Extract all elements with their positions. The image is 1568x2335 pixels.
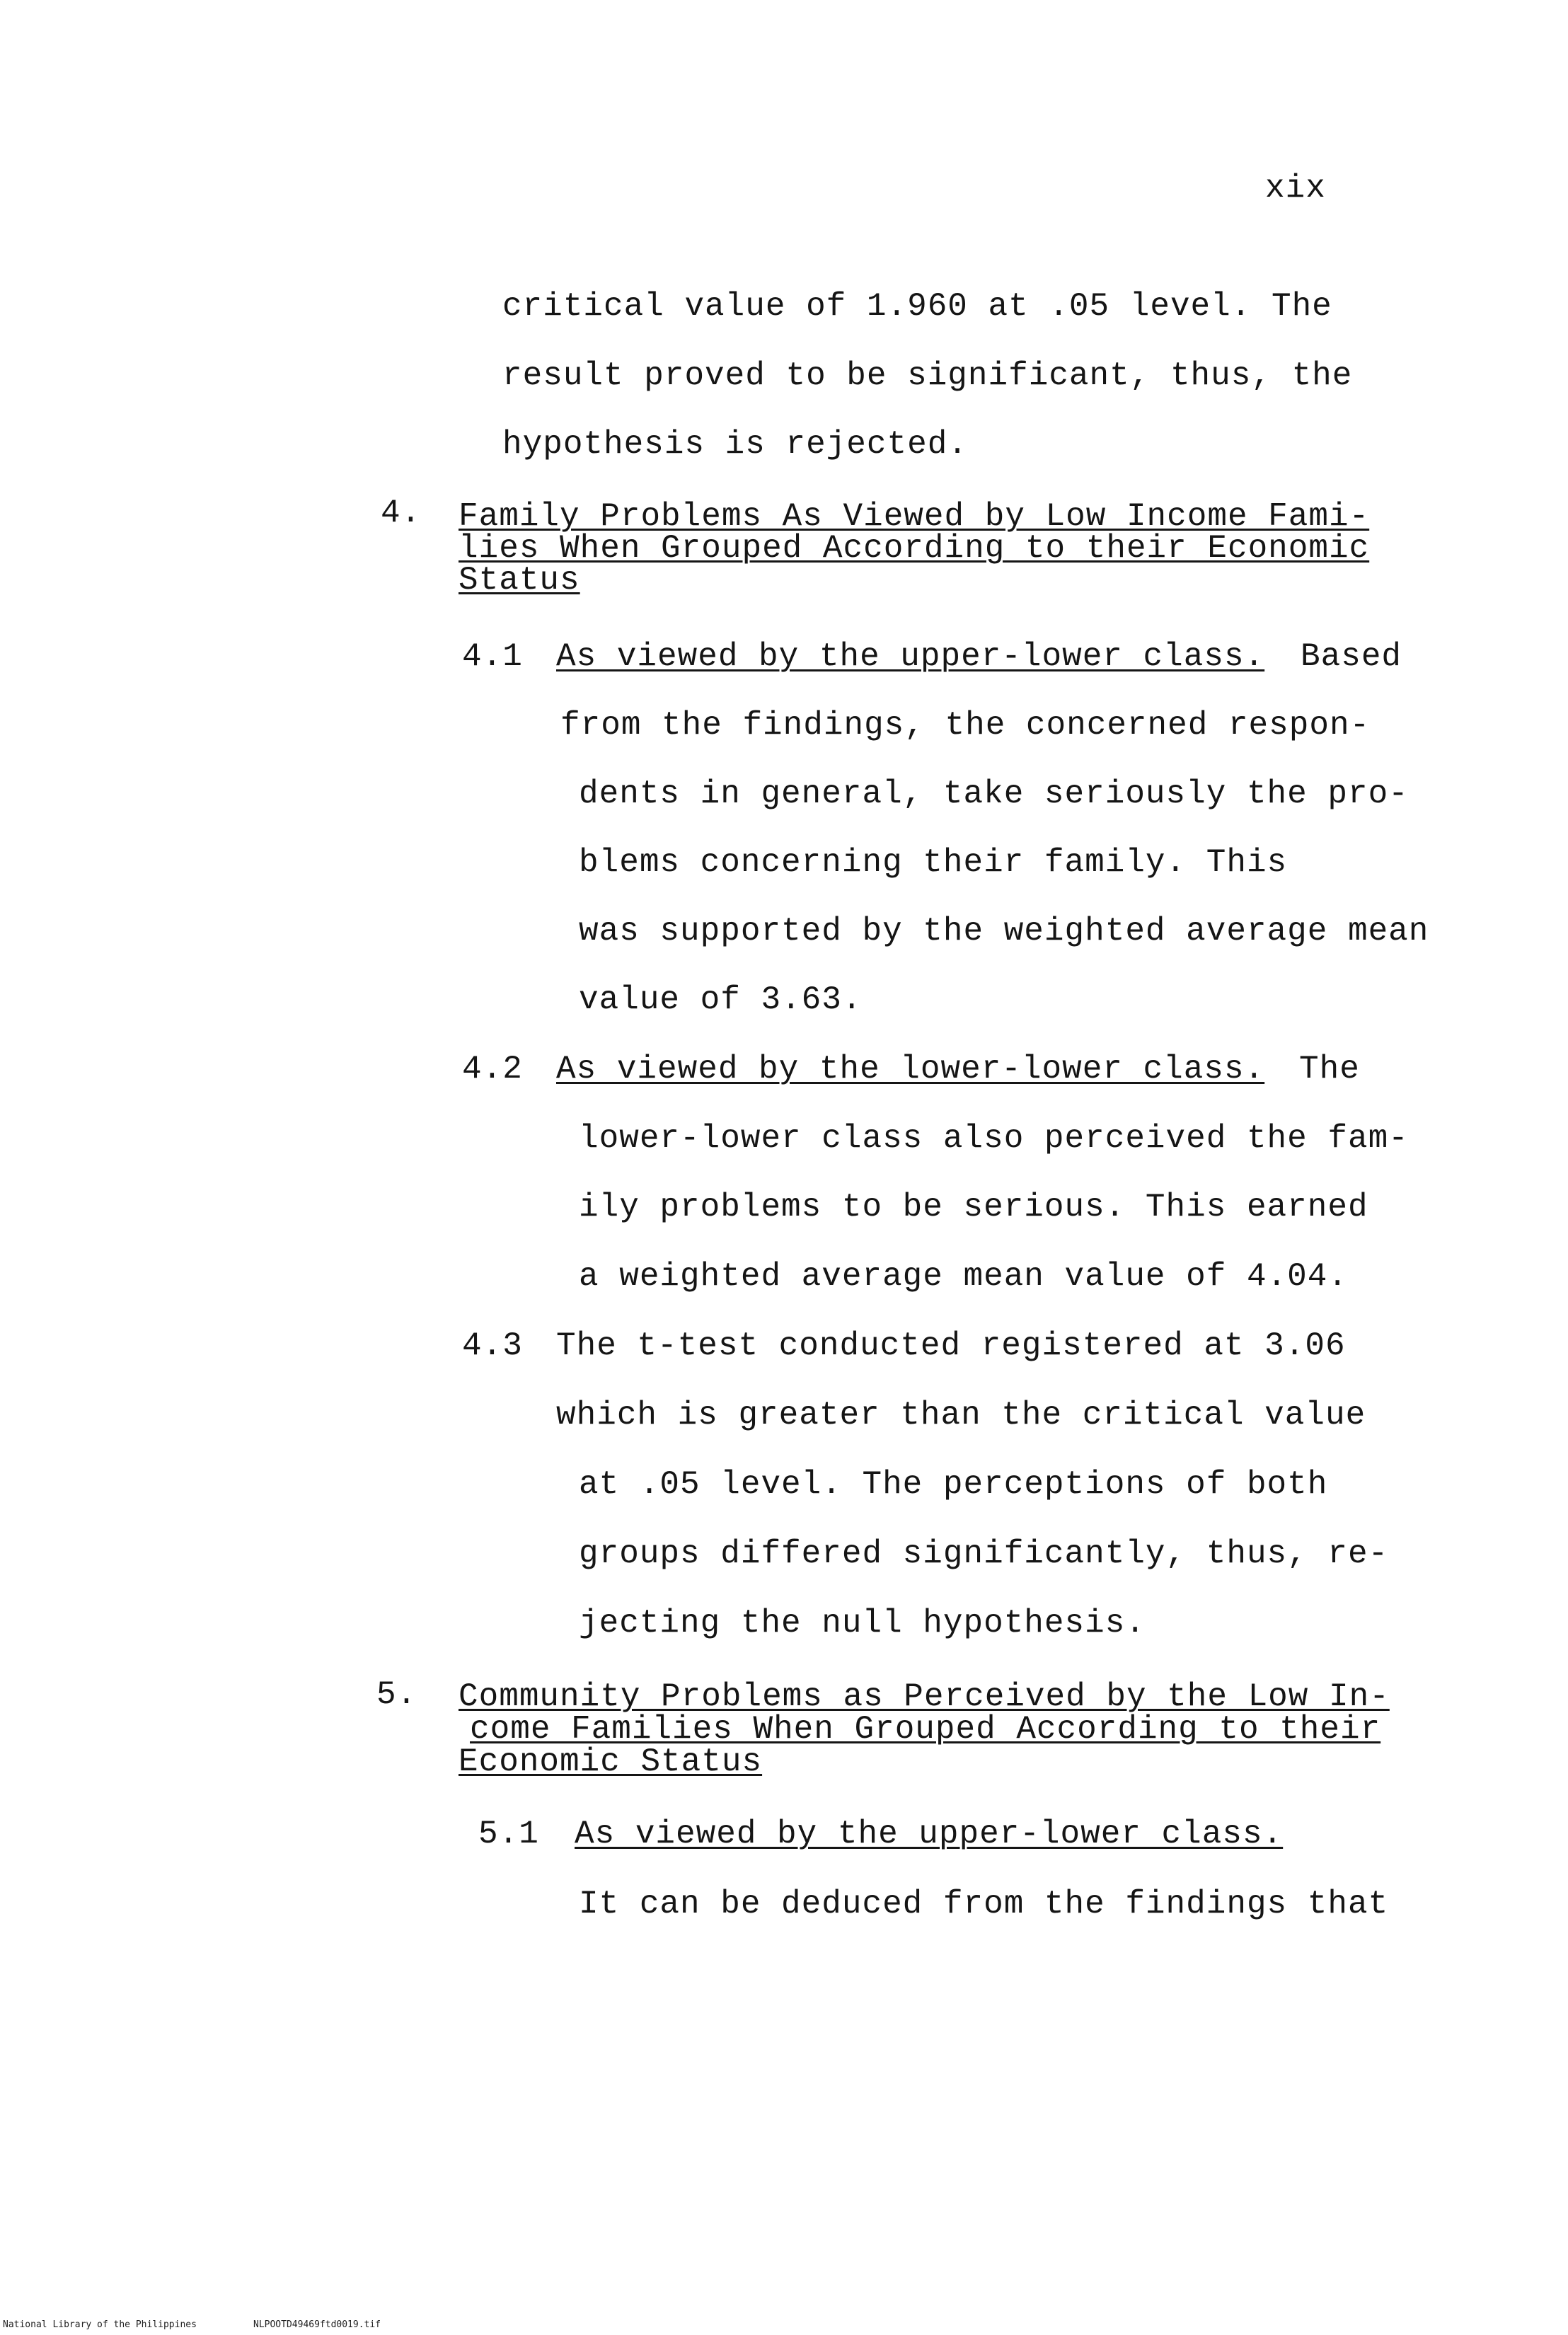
body-line: which is greater than the critical value — [556, 1397, 1366, 1434]
body-line: The t-test conducted registered at 3.06 — [556, 1327, 1346, 1364]
body-line: lower-lower class also perceived the fam- — [579, 1120, 1409, 1157]
body-line: a weighted average mean value of 4.04. — [579, 1258, 1348, 1295]
subsection-title: As viewed by the upper-lower class. — [575, 1816, 1284, 1852]
subsection-number: 4.1 — [462, 638, 523, 675]
body-line: critical value of 1.960 at .05 level. The — [502, 288, 1332, 325]
body-line: dents in general, take seriously the pro- — [579, 776, 1409, 812]
subsection-number: 4.2 — [462, 1051, 523, 1088]
body-line: hypothesis is rejected. — [502, 426, 968, 463]
footer-file-name: NLPOOTD49469ftd0019.tif — [253, 2319, 381, 2330]
section-heading: come Families When Grouped According to their — [470, 1711, 1381, 1748]
section-heading: Status — [459, 562, 580, 599]
section-number: 4. — [381, 495, 422, 531]
section-number: 5. — [376, 1676, 417, 1713]
page-number: xix — [1265, 170, 1326, 207]
body-line: ily problems to be serious. This earned — [579, 1189, 1368, 1226]
section-heading: lies When Grouped According to their Economic — [459, 530, 1370, 567]
body-line: groups differed significantly, thus, re- — [579, 1535, 1389, 1572]
section-heading: Economic Status — [459, 1743, 763, 1780]
footer-library-name: National Library of the Philippines — [3, 2319, 197, 2330]
section-heading: Community Problems as Perceived by the Low In- — [459, 1678, 1390, 1715]
section-heading: Family Problems As Viewed by Low Income Fami- — [459, 498, 1370, 535]
subsection-title: As viewed by the upper-lower class. — [556, 638, 1265, 675]
body-line: blems concerning their family. This — [579, 844, 1288, 881]
subsection-title: As viewed by the lower-lower class. — [556, 1051, 1265, 1088]
body-line: was supported by the weighted average mean — [579, 913, 1429, 950]
subsection-number: 4.3 — [462, 1327, 523, 1364]
body-line: value of 3.63. — [579, 981, 863, 1018]
body-line: at .05 level. The perceptions of both — [579, 1466, 1328, 1503]
body-line: result proved to be significant, thus, the — [502, 357, 1353, 394]
body-line: The — [1299, 1051, 1360, 1088]
body-line: from the findings, the concerned respon- — [560, 707, 1371, 744]
subsection-number: 5.1 — [478, 1816, 539, 1852]
body-line: It can be deduced from the findings that — [579, 1886, 1389, 1922]
body-line: jecting the null hypothesis. — [579, 1605, 1146, 1642]
body-line: Based — [1301, 638, 1402, 675]
